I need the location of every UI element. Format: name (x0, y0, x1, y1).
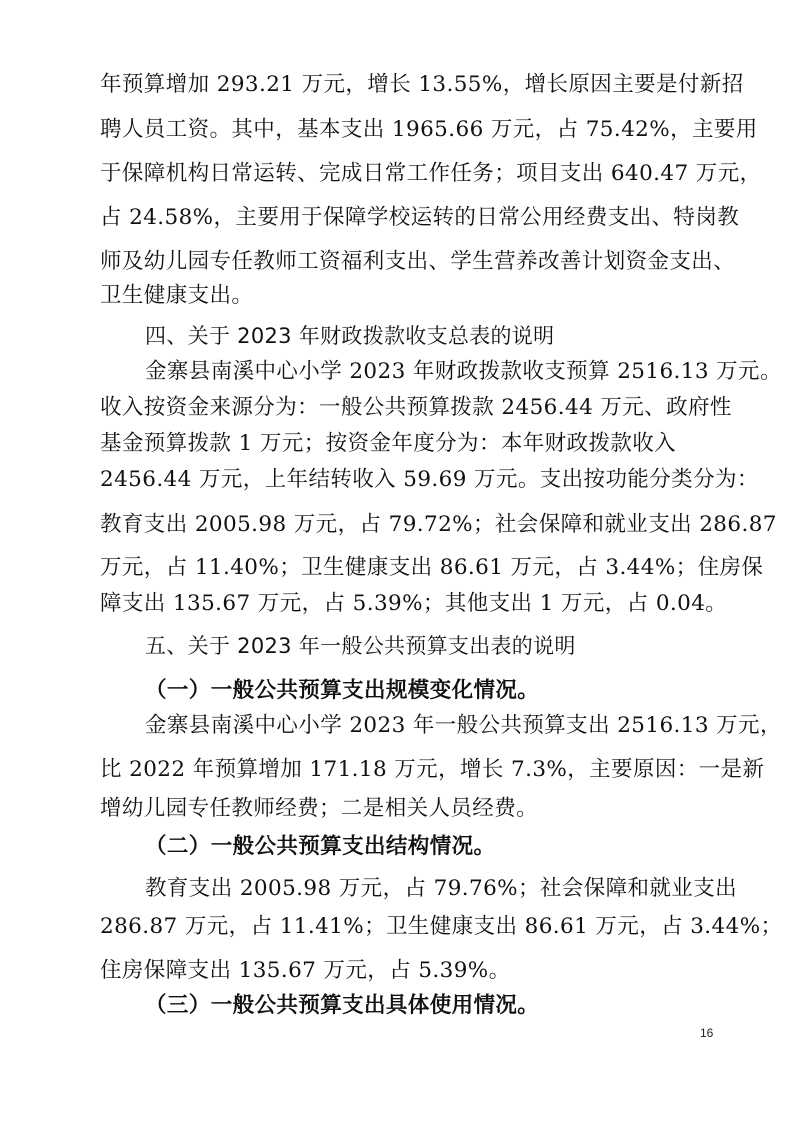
paragraph-line: 收入按资金来源分为：一般公共预算拨款 2456.44 万元、政府性 (100, 395, 732, 420)
paragraph-line: 金寨县南溪中心小学 2023 年一般公共预算支出 2516.13 万元， (145, 713, 782, 738)
paragraph-line: 住房保障支出 135.67 万元，占 5.39%。 (100, 958, 511, 983)
page-number: 16 (700, 1026, 714, 1040)
paragraph-line: 师及幼儿园专任教师工资福利支出、学生营养改善计划资金支出、 (100, 249, 736, 274)
paragraph-line: 于保障机构日常运转、完成日常工作任务；项目支出 640.47 万元， (100, 161, 762, 186)
paragraph-line: 年预算增加 293.21 万元，增长 13.55%，增长原因主要是付新招 (100, 72, 744, 97)
paragraph-line: 金寨县南溪中心小学 2023 年财政拨款收支预算 2516.13 万元。 (145, 359, 782, 384)
paragraph-line: 聘人员工资。其中，基本支出 1965.66 万元，占 75.42%，主要用 (100, 117, 758, 142)
paragraph-line: 比 2022 年预算增加 171.18 万元，增长 7.3%，主要原因：一是新 (100, 757, 765, 782)
paragraph-line: 卫生健康支出。 (100, 283, 254, 308)
subsection-heading-1: （一）一般公共预算支出规模变化情况。 (145, 678, 540, 703)
subsection-heading-3: （三）一般公共预算支出具体使用情况。 (145, 993, 540, 1018)
paragraph-line: 教育支出 2005.98 万元，占 79.76%；社会保障和就业支出 (145, 876, 737, 901)
paragraph-line: 占 24.58%，主要用于保障学校运转的日常公用经费支出、特岗教 (100, 205, 740, 230)
paragraph-line: 基金预算拨款 1 万元；按资金年度分为：本年财政拨款收入 (100, 431, 677, 456)
section-heading-5: 五、关于 2023 年一般公共预算支出表的说明 (145, 634, 576, 658)
paragraph-line: 障支出 135.67 万元，占 5.39%；其他支出 1 万元，占 0.04。 (100, 591, 728, 616)
section-heading-4: 四、关于 2023 年财政拨款收支总表的说明 (145, 324, 555, 348)
paragraph-line: 万元，占 11.40%；卫生健康支出 86.61 万元，占 3.44%；住房保 (100, 555, 764, 580)
paragraph-line: 2456.44 万元，上年结转收入 59.69 万元。支出按功能分类分为： (100, 467, 759, 492)
subsection-heading-2: （二）一般公共预算支出结构情况。 (145, 834, 496, 859)
paragraph-line: 286.87 万元，占 11.41%；卫生健康支出 86.61 万元，占 3.44%； (100, 914, 783, 939)
paragraph-line: 教育支出 2005.98 万元，占 79.72%；社会保障和就业支出 286.87 (100, 512, 777, 537)
paragraph-line: 增幼儿园专任教师经费；二是相关人员经费。 (100, 796, 539, 821)
